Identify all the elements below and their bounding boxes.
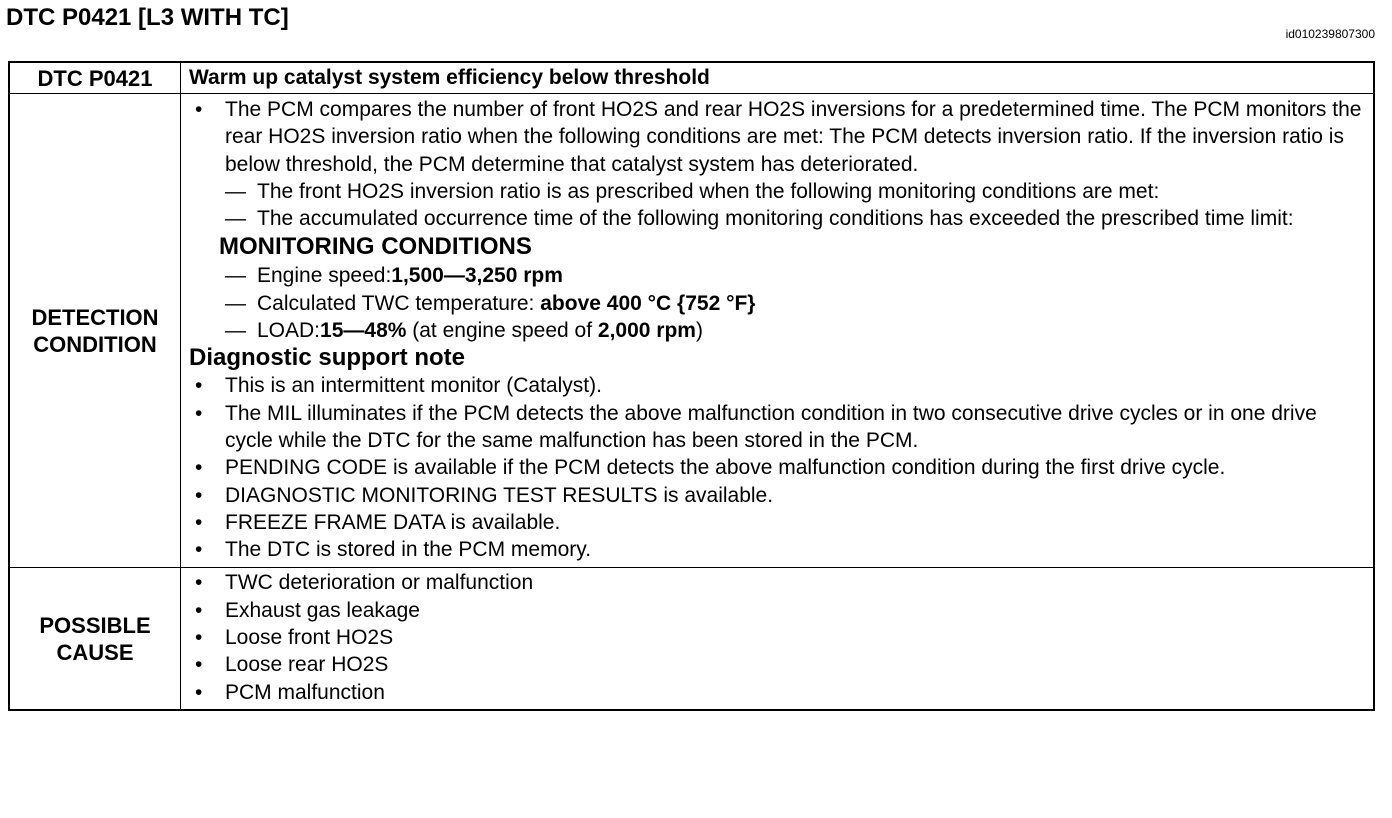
detection-dash-2: — The accumulated occurrence time of the following monitoring conditions has exceeded the prescribed time limit: (189, 205, 1365, 232)
dtc-code-cell: DTC P0421 (9, 62, 181, 94)
diagnostic-notes-list (189, 372, 1365, 563)
detection-intro: • The PCM compares the number of front HO2S and rear HO2S inversions for a predetermined time. The PCM monitors the rear HO2S inversion ratio when the following conditions are met: The PCM detects inversion ratio. If the inversion ratio is below threshold, the PCM determine that catalyst system has deteriorated. (189, 96, 1365, 178)
condition-load-label: LOAD: (257, 319, 321, 343)
monitoring-heading: MONITORING CONDITIONS (219, 233, 532, 261)
dtc-table (8, 61, 1375, 711)
cause-item: • Loose rear HO2S (189, 651, 1365, 678)
diagnostic-note: • PENDING CODE is available if the PCM detects the above malfunction condition during the first drive cycle. (189, 454, 1365, 481)
detection-content-cell (181, 94, 1375, 568)
condition-engine-speed (189, 262, 1365, 289)
detection-label-line1: DETECTION (31, 304, 159, 330)
detection-label-cell (9, 94, 181, 568)
condition-engine-speed-value: 1,500—3,250 rpm (391, 264, 563, 288)
cause-item: • TWC deterioration or malfunction (189, 569, 1365, 596)
cause-content-cell (181, 568, 1375, 710)
cause-item: • Exhaust gas leakage (189, 597, 1365, 624)
condition-twc-temperature-label: Calculated TWC temperature: (257, 291, 541, 315)
diagnostic-note: • This is an intermittent monitor (Catalyst). (189, 372, 1365, 399)
condition-load-value: 15—48% (320, 319, 407, 343)
condition-load (189, 317, 1365, 344)
header-row (9, 62, 1374, 94)
document-id: id010239807300 (1285, 27, 1375, 41)
condition-load-mid: (at engine speed of (406, 319, 598, 343)
diagnostic-note-heading: Diagnostic support note (189, 344, 465, 372)
dtc-description-cell: Warm up catalyst system efficiency below threshold (181, 62, 1375, 94)
page-title: DTC P0421 [L3 WITH TC] (6, 4, 289, 31)
condition-load-speed: 2,000 rpm (597, 319, 696, 343)
detection-dash-1: — The front HO2S inversion ratio is as prescribed when the following monitoring conditions are met: (189, 178, 1365, 205)
detection-label-line2: CONDITION (33, 331, 157, 357)
cause-list (189, 569, 1365, 705)
cause-item: • Loose front HO2S (189, 624, 1365, 651)
cause-label-cell (9, 568, 181, 710)
diagnostic-note: • The MIL illuminates if the PCM detects the above malfunction condition in two consecutive drive cycles or in one drive cycle while the DTC for the same malfunction has been stored in the PCM. (189, 400, 1365, 455)
cause-label-line2: CAUSE (56, 639, 134, 665)
diagnostic-note: • FREEZE FRAME DATA is available. (189, 509, 1365, 536)
detection-row (9, 94, 1374, 568)
detection-intro-list (189, 96, 1365, 178)
cause-item: • PCM malfunction (189, 679, 1365, 706)
cause-row (9, 568, 1374, 710)
condition-twc-temperature-value: above 400 °C {752 °F} (540, 291, 756, 315)
diagnostic-note: • The DTC is stored in the PCM memory. (189, 536, 1365, 563)
condition-twc-temperature (189, 290, 1365, 317)
condition-load-end: ) (695, 319, 703, 343)
diagnostic-note: • DIAGNOSTIC MONITORING TEST RESULTS is available. (189, 482, 1365, 509)
condition-engine-speed-label: Engine speed: (257, 264, 392, 288)
cause-label-line1: POSSIBLE (39, 612, 151, 638)
